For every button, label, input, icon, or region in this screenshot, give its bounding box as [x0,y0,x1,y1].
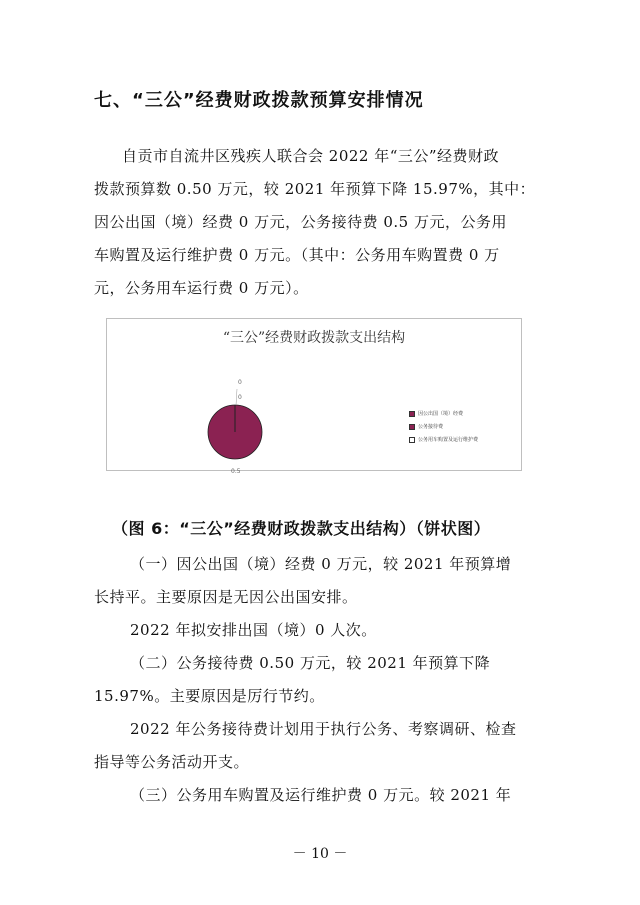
body-line: （二）公务接待费 0.50 万元，较 2021 年预算下降 [130,654,491,672]
intro-line: 因公出国（境）经费 0 万元，公务接待费 0.5 万元，公务用 [94,213,507,231]
legend-label: 因公出国（境）经费 [418,411,464,417]
legend-item [409,433,478,446]
figure-caption: （图 6：“三公”经费财政拨款支出结构）（饼状图） [112,519,491,538]
intro-line: 拨款预算数 0.50 万元，较 2021 年预算下降 15.97%，其中： [94,180,536,198]
pie-data-label: 0 [238,394,242,401]
body-line: 15.97%。主要原因是厉行节约。 [94,687,325,705]
legend-label: 公务用车购置及运行维护费 [418,437,479,443]
legend-swatch [409,411,415,417]
body-line: （一）因公出国（境）经费 0 万元，较 2021 年预算增 [130,555,512,573]
legend-item [409,407,478,420]
body-line: 2022 年公务接待费计划用于执行公务、考察调研、检查 [130,720,517,738]
legend-label: 公务接待费 [418,424,444,430]
body-line: （三）公务用车购置及运行维护费 0 万元。较 2021 年 [130,786,512,804]
chart-title: “三公”经费财政拨款支出结构 [222,330,406,346]
body-line: 指导等公务活动开支。 [94,753,250,771]
body-line: 长持平。主要原因是无因公出国安排。 [94,588,358,606]
page-number: － 10 － [292,846,348,862]
chart-legend [409,407,478,446]
pie-data-label: 0.5 [231,468,241,475]
intro-line: 车购置及运行维护费 0 万元。（其中：公务用车购置费 0 万 [94,246,500,264]
body-paragraphs [94,548,516,812]
pie-chart-canvas [107,319,521,475]
intro-paragraph [94,140,554,305]
intro-line: 自贡市自流井区残疾人联合会 2022 年“三公”经费财政 [122,147,500,165]
pie-chart [106,318,522,475]
body-line: 2022 年拟安排出国（境）0 人次。 [130,621,377,639]
legend-swatch [409,424,415,430]
section-heading: 七、“三公”经费财政拨款预算安排情况 [94,90,424,111]
label-leader-line [236,389,237,405]
pie-data-label: 0 [238,379,242,386]
legend-swatch [409,437,415,443]
intro-line: 元，公务用车运行费 0 万元）。 [94,279,309,297]
legend-item [409,420,478,433]
